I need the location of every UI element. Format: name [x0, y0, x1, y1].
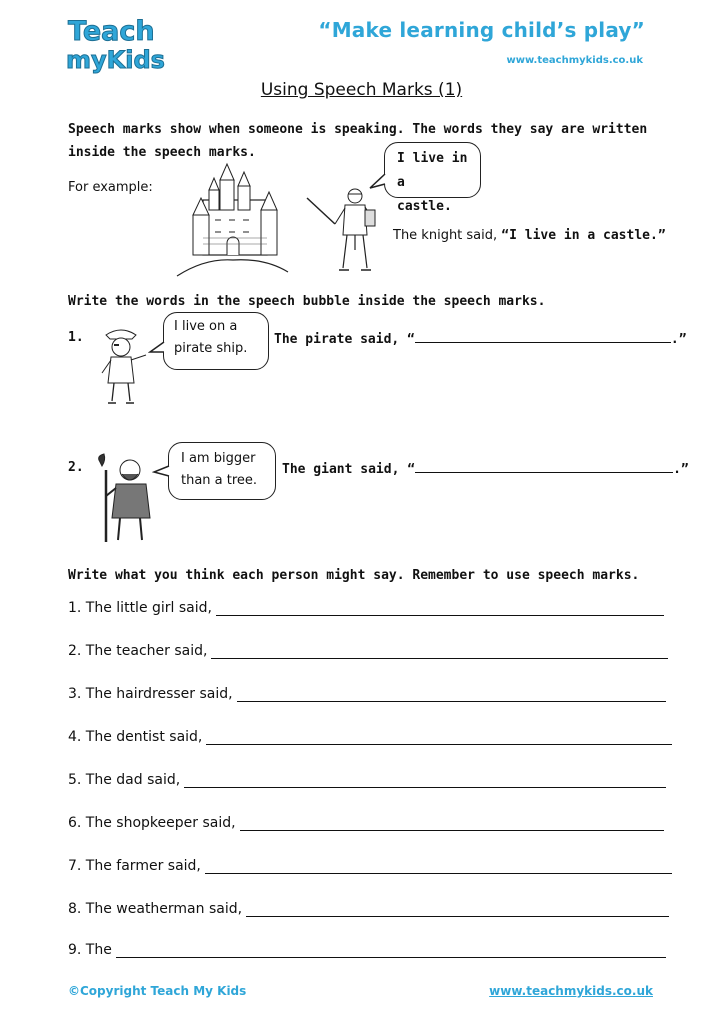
- page-title: Using Speech Marks (1): [260, 80, 463, 100]
- writing-line-5: [68, 772, 666, 788]
- writing-line-5-label: 5. The dad said,: [68, 772, 181, 788]
- writing-line-5-blank[interactable]: [184, 773, 666, 788]
- pirate-bubble-line-2: pirate ship.: [174, 341, 248, 356]
- writing-line-1-blank[interactable]: [216, 601, 664, 616]
- giant-illustration: [92, 452, 160, 544]
- writing-line-6-label: 6. The shopkeeper said,: [68, 815, 236, 831]
- pirate-bubble-line-1: I live on a: [174, 319, 238, 334]
- writing-line-4-label: 4. The dentist said,: [68, 729, 203, 745]
- writing-line-6-blank[interactable]: [240, 816, 664, 831]
- writing-line-8-blank[interactable]: [246, 902, 669, 917]
- pirate-end-quote: .”: [670, 332, 687, 347]
- writing-line-7: [68, 858, 672, 874]
- pirate-speech-bubble: [163, 312, 269, 370]
- header-website[interactable]: www.teachmykids.co.uk: [506, 55, 643, 66]
- giant-bubble-tail: [152, 464, 170, 486]
- giant-bubble-line-1: I am bigger: [181, 451, 256, 466]
- intro-line-1: Speech marks show when someone is speaking. The words they say are written: [68, 122, 648, 137]
- giant-answer-row: [282, 460, 689, 477]
- writing-line-2-blank[interactable]: [211, 644, 668, 659]
- for-example-label: For example:: [68, 180, 153, 195]
- writing-line-3: [68, 686, 666, 702]
- footer-website-link[interactable]: www.teachmykids.co.uk: [489, 984, 653, 998]
- writing-line-2-label: 2. The teacher said,: [68, 643, 208, 659]
- item-2-number: 2.: [68, 460, 84, 475]
- writing-line-9-blank[interactable]: [116, 943, 666, 958]
- section1-instruction: Write the words in the speech bubble inside the speech marks.: [68, 294, 546, 309]
- writing-line-6: [68, 815, 664, 831]
- pirate-answer-row: [274, 330, 687, 347]
- knight-bubble-line-2: castle.: [397, 199, 452, 214]
- pirate-bubble-tail: [148, 340, 166, 362]
- writing-line-4: [68, 729, 672, 745]
- pirate-illustration: [96, 325, 152, 407]
- teach-my-kids-logo: [64, 12, 168, 74]
- knight-speech-bubble: [384, 142, 481, 214]
- writing-line-2: [68, 643, 668, 659]
- writing-line-7-blank[interactable]: [205, 859, 672, 874]
- writing-line-3-label: 3. The hairdresser said,: [68, 686, 233, 702]
- giant-bubble-line-2: than a tree.: [181, 473, 258, 488]
- writing-line-8: [68, 901, 669, 917]
- knight-bubble-line-1: I live in a: [397, 151, 468, 190]
- knight-bubble-tail: [368, 172, 388, 196]
- example-sentence-plain: The knight said,: [393, 228, 502, 243]
- logo-text-mykids: myKids: [66, 46, 165, 74]
- giant-end-quote: .”: [673, 462, 689, 477]
- writing-line-1: [68, 600, 664, 616]
- logo-text-teach: Teach: [68, 16, 155, 47]
- castle-illustration: [175, 160, 290, 278]
- writing-line-7-label: 7. The farmer said,: [68, 858, 201, 874]
- writing-line-1-label: 1. The little girl said,: [68, 600, 212, 616]
- giant-prompt: The giant said, “: [282, 462, 416, 477]
- item-1-number: 1.: [68, 330, 84, 345]
- pirate-answer-line[interactable]: [415, 330, 671, 343]
- section2-instruction: Write what you think each person might say. Remember to use speech marks.: [68, 568, 640, 583]
- writing-line-9-label: 9. The: [68, 942, 112, 958]
- tagline: “Make learning child’s play”: [318, 18, 645, 42]
- pirate-prompt: The pirate said, “: [274, 332, 415, 347]
- giant-speech-bubble: [168, 442, 276, 500]
- footer-copyright: ©Copyright Teach My Kids: [68, 984, 247, 998]
- example-sentence: [393, 228, 666, 243]
- writing-line-8-label: 8. The weatherman said,: [68, 901, 243, 917]
- intro-line-2: inside the speech marks.: [68, 145, 256, 160]
- writing-line-9: [68, 942, 666, 958]
- example-sentence-quote: “I live in a castle.”: [501, 228, 666, 243]
- giant-answer-line[interactable]: [415, 460, 673, 473]
- writing-line-4-blank[interactable]: [206, 730, 672, 745]
- writing-line-3-blank[interactable]: [237, 687, 666, 702]
